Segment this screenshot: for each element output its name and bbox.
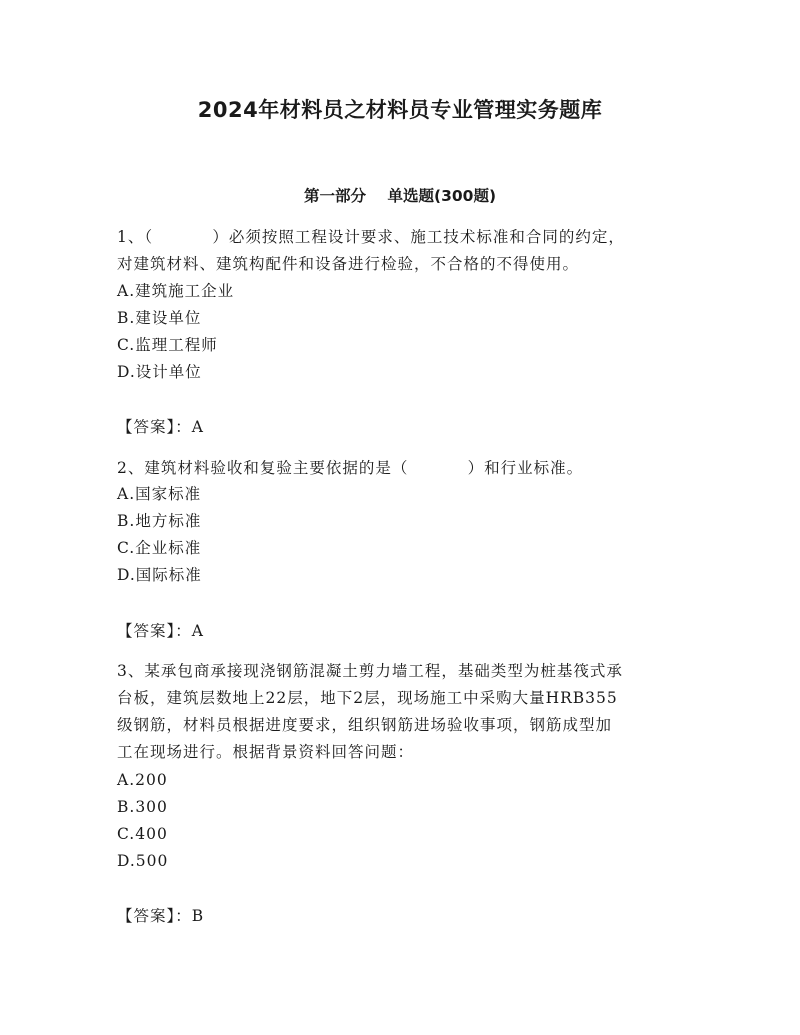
page-title: 2024年材料员之材料员专业管理实务题库 bbox=[197, 98, 603, 122]
question-3-option-d: D.500 bbox=[117, 852, 169, 870]
question-2-option-d: D.国际标准 bbox=[117, 566, 202, 584]
question-1-option-a: A.建筑施工企业 bbox=[117, 282, 235, 300]
question-1-option-c: C.监理工程师 bbox=[117, 336, 218, 354]
question-1-option-b: B.建设单位 bbox=[117, 309, 202, 327]
question-1-option-d: D.设计单位 bbox=[117, 363, 202, 381]
question-1-stem-line-2: 对建筑材料、建筑构配件和设备进行检验，不合格的不得使用。 bbox=[117, 255, 580, 273]
section-title: 第一部分 单选题(300题) bbox=[303, 187, 497, 205]
question-3-stem-line-1: 3、某承包商承接现浇钢筋混凝土剪力墙工程，基础类型为桩基筏式承 bbox=[117, 662, 623, 680]
question-2-option-a: A.国家标准 bbox=[117, 485, 202, 503]
question-3-stem-line-3: 级钢筋，材料员根据进度要求，组织钢筋进场验收事项，钢筋成型加 bbox=[117, 716, 613, 734]
question-2-stem-line-1: 2、建筑材料验收和复验主要依据的是（ ）和行业标准。 bbox=[117, 459, 584, 477]
question-3-stem-line-2: 台板，建筑层数地上22层，地下2层，现场施工中采购大量HRB355 bbox=[117, 689, 618, 707]
question-3-option-c: C.400 bbox=[117, 825, 168, 843]
question-2-option-c: C.企业标准 bbox=[117, 539, 202, 557]
question-2-option-b: B.地方标准 bbox=[117, 512, 202, 530]
question-3-option-a: A.200 bbox=[117, 771, 168, 789]
question-3-option-b: B.300 bbox=[117, 798, 168, 816]
question-1-stem-line-1: 1、（ ）必须按照工程设计要求、施工技术标准和合同的约定， bbox=[117, 228, 625, 246]
question-2-answer: 【答案】：A bbox=[117, 622, 204, 640]
question-3-answer: 【答案】：B bbox=[117, 907, 205, 925]
question-3-stem-line-4: 工在现场进行。根据背景资料回答问题： bbox=[117, 743, 415, 761]
question-1-answer: 【答案】：A bbox=[117, 418, 204, 436]
